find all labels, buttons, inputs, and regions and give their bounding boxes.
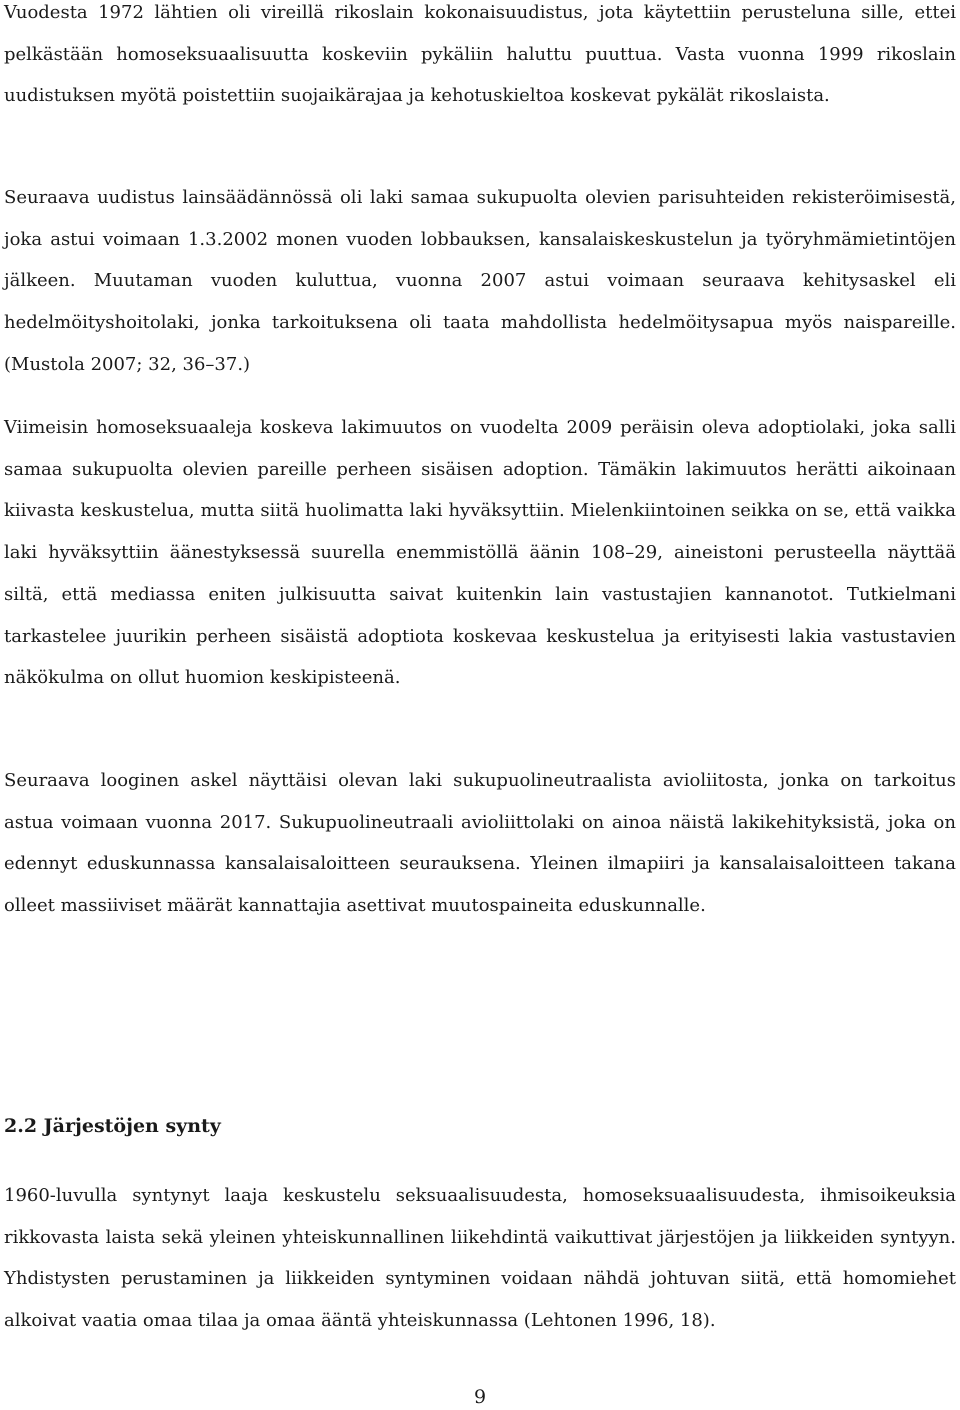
paragraph-organizations-origin: 1960-luvulla syntynyt laaja keskustelu seksuaalisuudesta, homoseksuaalisuudesta, ihmisoikeuksia rikkovasta laista sekä yleinen yhteiskunnallinen liikehdintä vaikuttivat järjestöjen ja liikkeiden syntyyn. Yhdistysten perustaminen ja liikkeiden syntyminen voidaan nähdä johtuvan siitä, että homomiehet alkoivat vaatia omaa tilaa ja omaa ääntä yhteiskunnassa (Lehtonen 1996, 18). <box>4 1185 956 1332</box>
section-heading: 2.2 Järjestöjen synty <box>4 1115 221 1137</box>
paragraph-partnership-registration: Seuraava uudistus lainsäädännössä oli laki samaa sukupuolta olevien parisuhteiden rekisteröimisestä, joka astui voimaan 1.3.2002 monen vuoden lobbauksen, kansalaiskeskustelun ja työryhmämietintöjen jälkeen. Muutaman vuoden kuluttua, vuonna 2007 astui voimaan seuraava kehitysaskel eli hedelmöityshoitolaki, jonka tarkoituksena oli taata mahdollista hedelmöitysapua myös naispareille. (Mustola 2007; 32, 36–37.) <box>4 187 956 375</box>
page-number: 9 <box>473 1386 487 1408</box>
paragraph-criminal-law-reform: Vuodesta 1972 lähtien oli vireillä rikoslain kokonaisuudistus, jota käytettiin perusteluna sille, ettei pelkästään homoseksuaalisuutta koskeviin pykäliin haluttu puuttua. Vasta vuonna 1999 rikoslain uudistuksen myötä poistettiin suojaikärajaa ja kehotuskieltoa koskevat pykälät rikoslaista. <box>4 2 956 107</box>
paragraph-adoption-law: Viimeisin homoseksuaaleja koskeva lakimuutos on vuodelta 2009 peräisin oleva adoptiolaki, joka salli samaa sukupuolta olevien pareille perheen sisäisen adoption. Tämäkin lakimuutos herätti aikoinaan kiivasta keskustelua, mutta siitä huolimatta laki hyväksyttiin. Mielenkiintoinen seikka on se, että vaikka laki hyväksyttiin äänestyksessä suurella enemmistöllä äänin 108–29, aineistoni perusteella näyttää siltä, että mediassa eniten julkisuutta saivat kuitenkin lain vastustajien kannanotot. Tutkielmani tarkastelee juurikin perheen sisäistä adoptiota koskevaa keskustelua ja erityisesti lakia vastustavien näkökulma on ollut huomion keskipisteenä. <box>4 417 956 689</box>
paragraph-gender-neutral-marriage: Seuraava looginen askel näyttäisi olevan laki sukupuolineutraalista avioliitosta, jonka on tarkoitus astua voimaan vuonna 2017. Sukupuolineutraali avioliittolaki on ainoa näistä lakikehityksistä, joka on edennyt eduskunnassa kansalaisaloitteen seurauksena. Yleinen ilmapiiri ja kansalaisaloitteen takana olleet massiiviset määrät kannattajia asettivat muutospaineita eduskunnalle. <box>4 770 956 917</box>
